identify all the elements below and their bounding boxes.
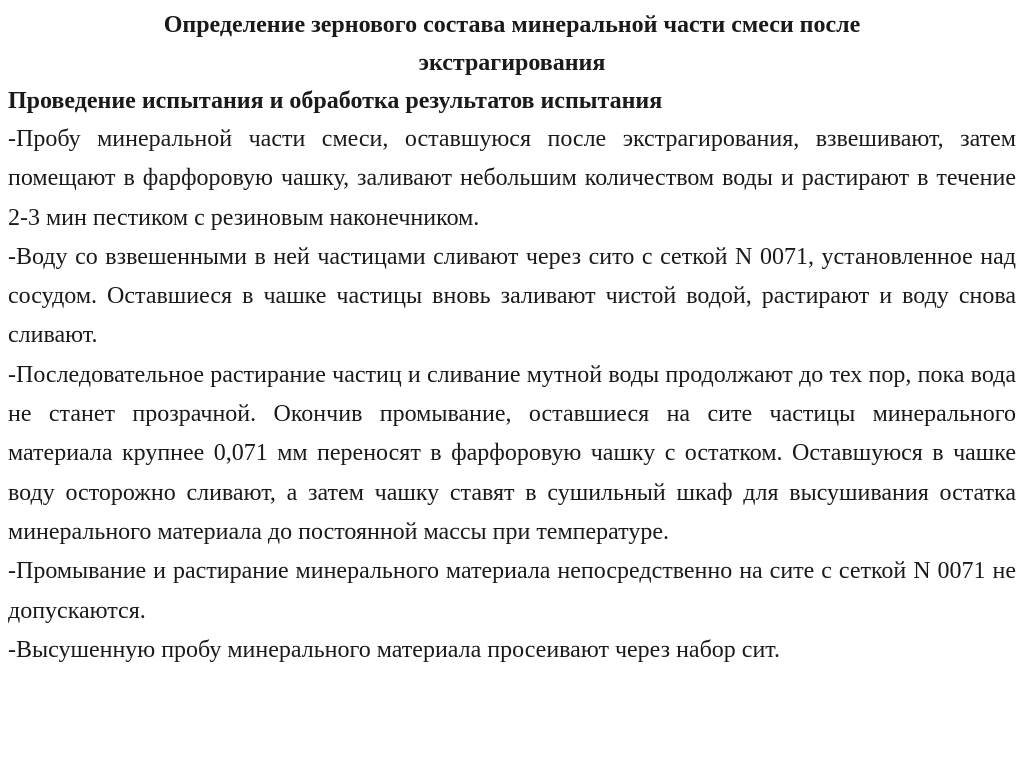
paragraph-3: -Последовательное растирание частиц и сливание мутной воды продолжают до тех пор, пока вода не станет прозрачной. Окончив промывание, оставшиеся на сите частицы минерального материала крупнее 0,071 мм переносят в фарфоровую чашку с остатком. Оставшуюся в чашке воду осторожно сливают, а затем чашку ставят в сушильный шкаф для высушивания остатка минерального материала до постоянной массы при температуре. <box>8 361 1016 545</box>
paragraph-1: -Пробу минеральной части смеси, оставшуюся после экстрагирования, взвешивают, затем помещают в фарфоровую чашку, заливают небольшим количеством воды и растирают в течение 2-3 мин пестиком с резиновым наконечником. <box>8 126 1016 231</box>
paragraph-2: -Воду со взвешенными в ней частицами сливают через сито с сеткой N 0071, установленное над сосудом. Оставшиеся в чашке частицы вновь заливают чистой водой, растирают и воду снова сливают. <box>8 243 1016 349</box>
paragraph-4: -Промывание и растирание минерального материала непосредственно на сите с сеткой N 0071 не допускаются. <box>8 558 1016 624</box>
page-title: Определение зернового состава минеральной части смеси после экстрагирования <box>163 12 861 76</box>
section-heading: Проведение испытания и обработка результатов испытания <box>8 88 663 114</box>
paragraph-5: -Высушенную пробу минерального материала просеивают через набор сит. <box>8 636 780 663</box>
